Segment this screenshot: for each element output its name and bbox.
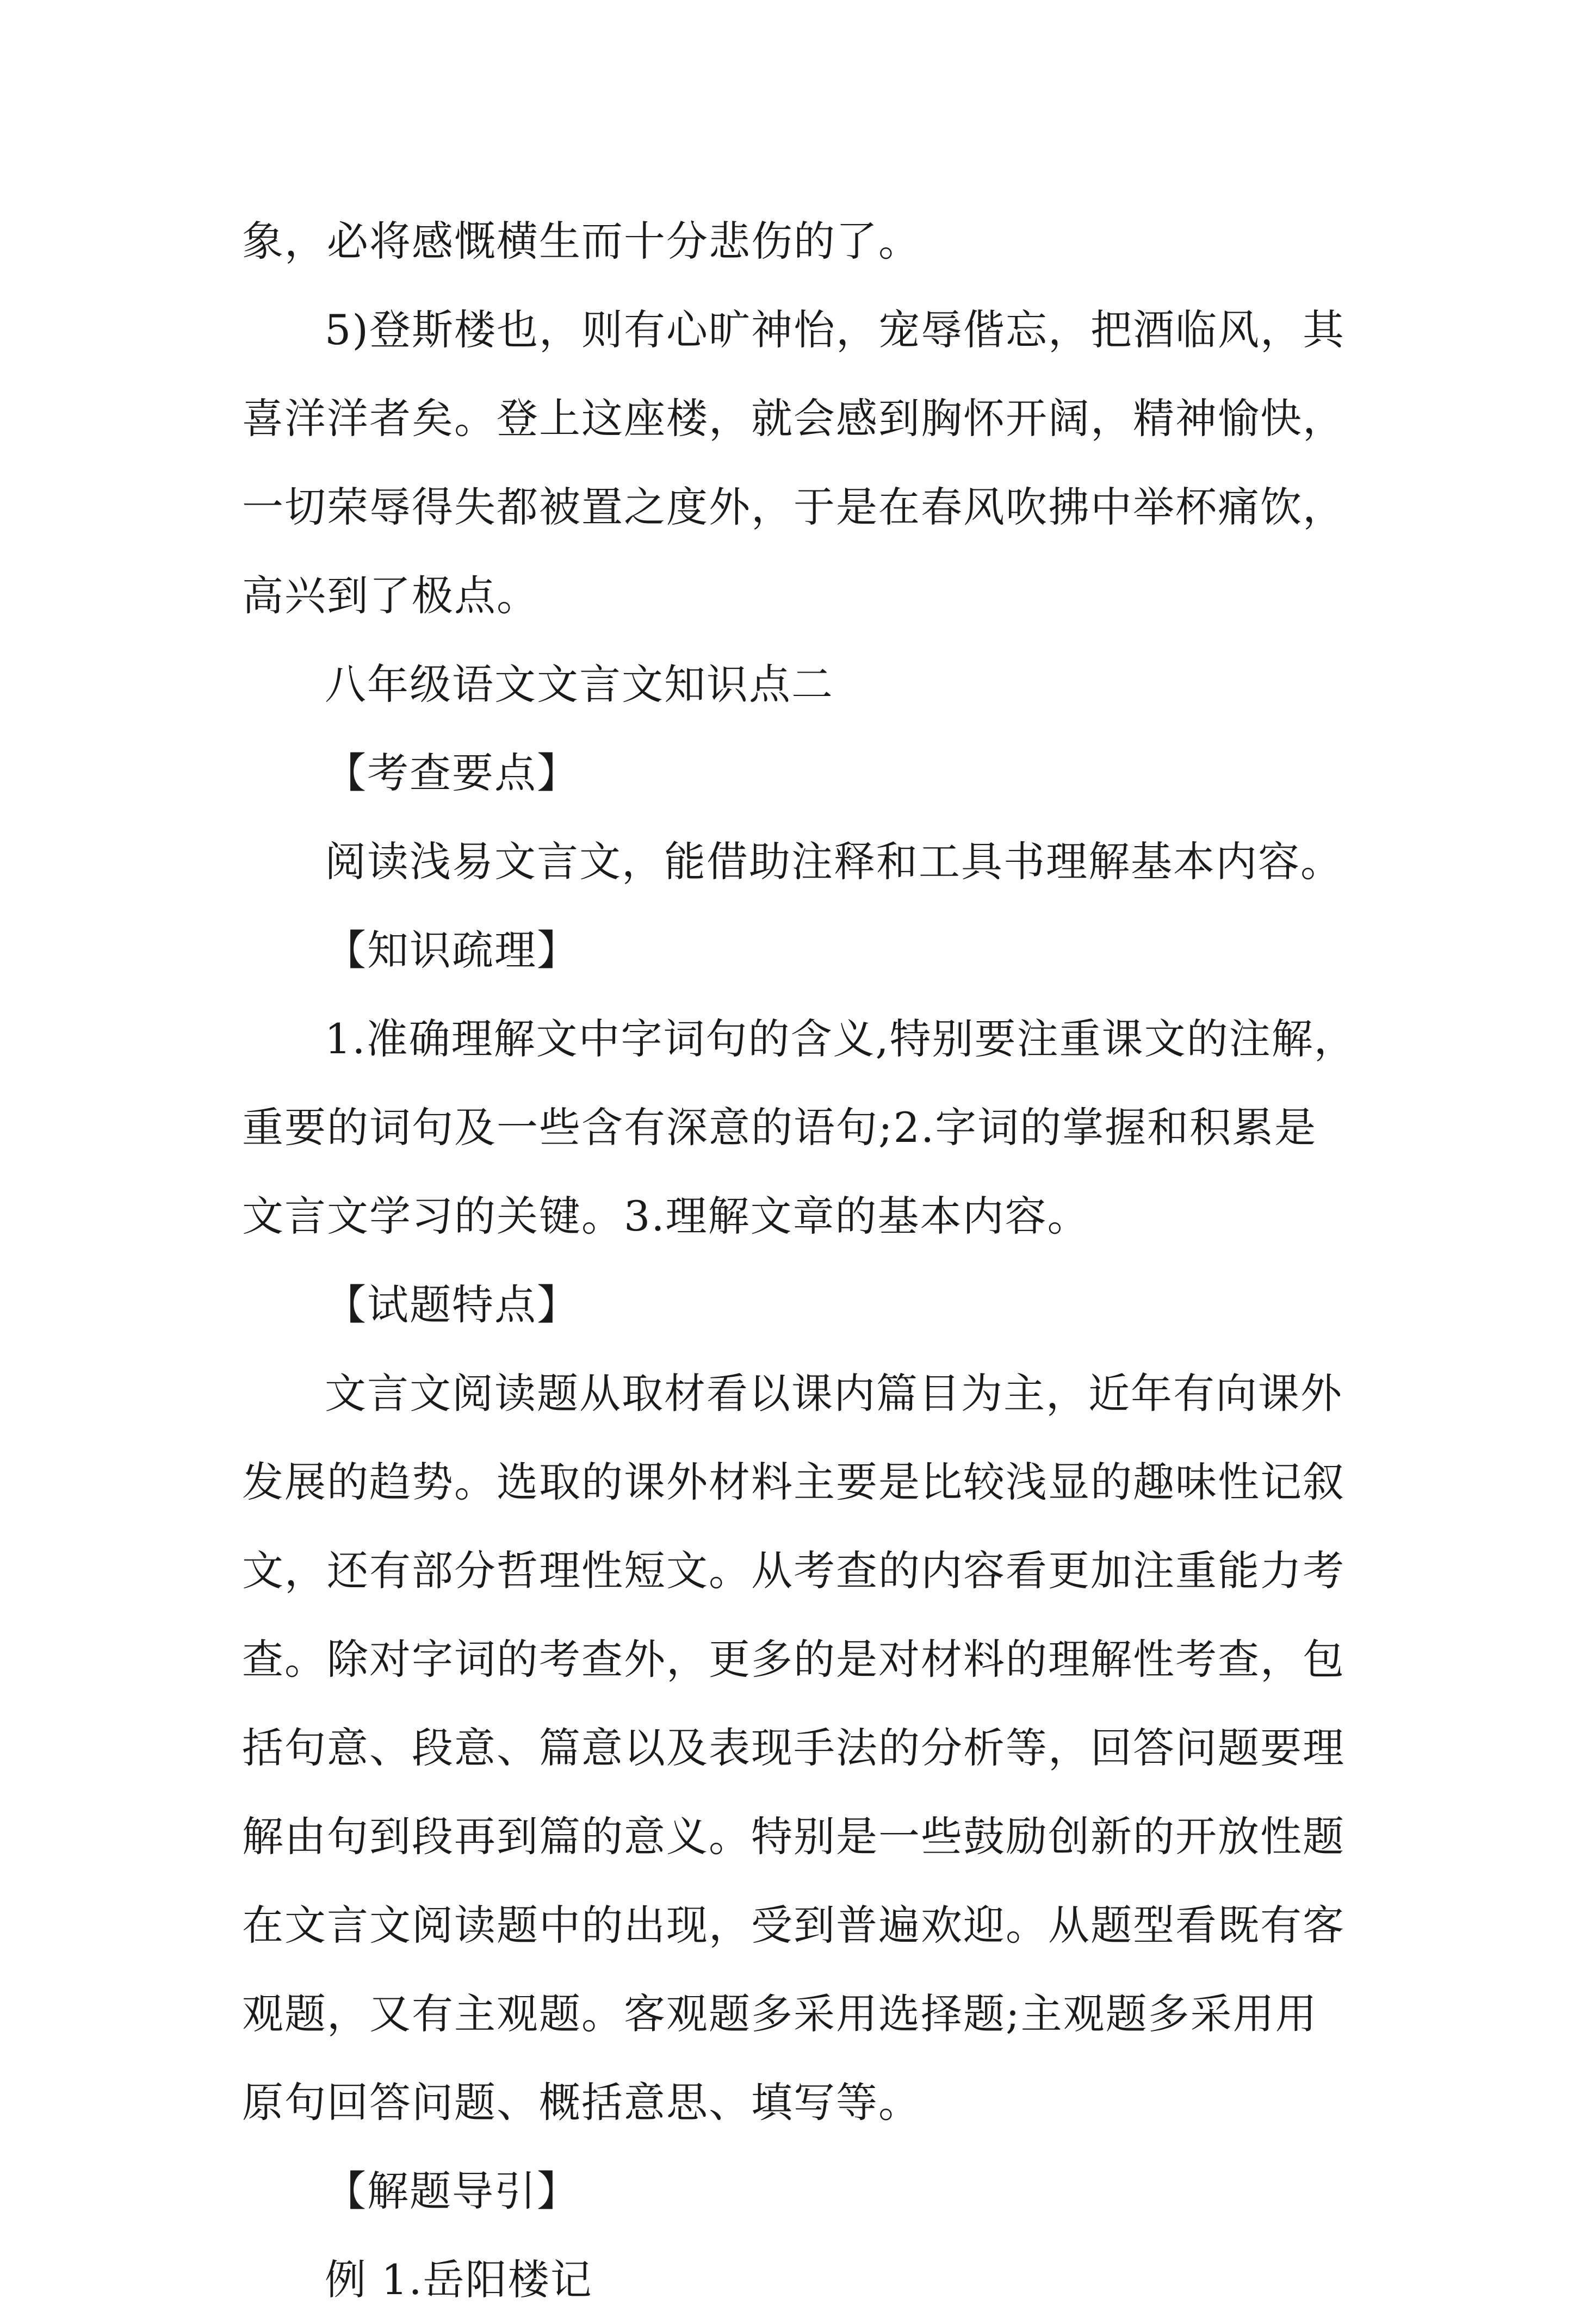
text-line: 象，必将感慨横生而十分悲伤的了。 [242, 217, 921, 265]
text-line: 文言文学习的关键。3.理解文章的基本内容。 [242, 1192, 1090, 1240]
text-line: 观题，又有主观题。客观题多采用选择题;主观题多采用用 [242, 1990, 1318, 2038]
text-line: 括句意、段意、篇意以及表现手法的分析等，回答问题要理 [242, 1724, 1345, 1772]
text-line: 在文言文阅读题中的出现，受到普遍欢迎。从题型看既有客 [242, 1901, 1345, 1949]
text-line: 阅读浅易文言文，能借助注释和工具书理解基本内容。 [325, 837, 1343, 886]
text-line: 一切荣辱得失都被置之度外，于是在春风吹拂中举杯痛饮， [242, 483, 1345, 531]
text-line: 高兴到了极点。 [242, 571, 539, 620]
section-heading: 【考查要点】 [325, 749, 579, 797]
text-line: 解由句到段再到篇的意义。特别是一些鼓励创新的开放性题 [242, 1812, 1345, 1861]
text-line: 原句回答问题、概括意思、填写等。 [242, 2078, 921, 2127]
section-title: 八年级语文文言文知识点二 [325, 660, 834, 709]
text-line: 查。除对字词的考查外，更多的是对材料的理解性考查，包 [242, 1635, 1345, 1683]
text-line: 1.准确理解文中字词句的含义,特别要注重课文的注解， [325, 1015, 1356, 1063]
text-line: 文言文阅读题从取材看以课内篇目为主，近年有向课外 [325, 1369, 1343, 1418]
section-heading: 【试题特点】 [325, 1281, 579, 1329]
text-line: 喜洋洋者矣。登上这座楼，就会感到胸怀开阔，精神愉快， [242, 394, 1345, 443]
document-body [242, 197, 1356, 2324]
text-line: 重要的词句及一些含有深意的语句;2.字词的掌握和积累是 [242, 1103, 1317, 1152]
section-heading: 【解题导引】 [325, 2167, 579, 2215]
text-line: 文，还有部分哲理性短文。从考查的内容看更加注重能力考 [242, 1546, 1345, 1595]
text-line: 发展的趋势。选取的课外材料主要是比较浅显的趣味性记叙 [242, 1458, 1345, 1506]
example-title: 例 1.岳阳楼记 [325, 2255, 593, 2304]
text-line: 5)登斯楼也，则有心旷神怡，宠辱偕忘，把酒临风，其 [325, 306, 1346, 354]
section-heading: 【知识疏理】 [325, 926, 579, 974]
